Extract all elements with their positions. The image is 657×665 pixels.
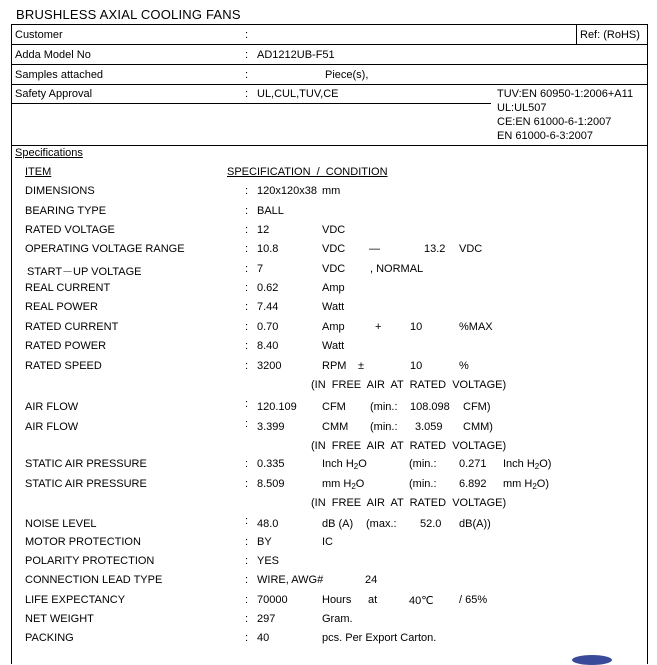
spec-item-label: LIFE EXPECTANCY — [25, 594, 126, 606]
page-title: BRUSHLESS AXIAL COOLING FANS — [16, 7, 241, 22]
spec-limit-label: (max.: — [366, 518, 397, 530]
spec-value: BY — [257, 536, 272, 548]
model-label: Adda Model No — [15, 49, 91, 61]
spec-unit — [503, 458, 551, 471]
spec-value: 10 — [410, 321, 423, 333]
safety-label: Safety Approval — [15, 88, 93, 100]
spec-colon: : — [245, 185, 249, 197]
spec-limit-label: (min.: — [370, 421, 398, 433]
samples-label: Samples attached — [15, 69, 104, 81]
spec-item-label: START－UP VOLTAGE — [27, 266, 142, 278]
spec-value: 10 — [410, 360, 423, 372]
spec-unit: RPM — [322, 360, 347, 372]
spec-value: 7 — [257, 263, 264, 275]
cert-line: CE:EN 61000-6-1:2007 — [497, 116, 612, 128]
spec-colon: : — [245, 478, 249, 490]
spec-unit — [503, 478, 549, 491]
spec-item-label: AIR FLOW — [25, 421, 79, 433]
spec-colon: : — [245, 555, 249, 567]
row-divider — [11, 103, 491, 104]
spec-item-label: RATED CURRENT — [25, 321, 119, 333]
cert-line: EN 61000-6-3:2007 — [497, 130, 594, 142]
spec-value: 12 — [257, 224, 270, 236]
spec-item-label: AIR FLOW — [25, 401, 79, 413]
spec-item-label: PACKING — [25, 632, 74, 644]
unit-text: mm H — [322, 478, 352, 490]
spec-unit: dB(A)) — [459, 518, 491, 530]
spec-unit: Amp — [322, 282, 345, 294]
unit-text: O) — [539, 458, 552, 470]
spec-value: BALL — [257, 205, 284, 217]
corner-mark — [572, 655, 612, 665]
spec-item-label: NOISE LEVEL — [25, 518, 97, 530]
samples-value: Piece(s), — [325, 69, 369, 81]
cert-line: UL:UL507 — [497, 102, 547, 114]
spec-unit: Watt — [322, 340, 345, 352]
spec-item-label: RATED SPEED — [25, 360, 102, 372]
spec-value: 40℃ — [409, 595, 434, 607]
spec-limit-label: (min.: — [409, 458, 437, 470]
spec-value: 8.40 — [257, 340, 279, 352]
spec-colon: : — [245, 360, 249, 372]
spec-colon: : — [245, 340, 249, 352]
spec-item-label: RATED POWER — [25, 340, 107, 352]
column-header-specification: SPECIFICATION / CONDITION — [227, 166, 388, 178]
spec-colon: : — [245, 515, 249, 527]
spec-item-label: STATIC AIR PRESSURE — [25, 478, 147, 490]
spec-item-label: OPERATING VOLTAGE RANGE — [25, 243, 185, 255]
spec-value: 297 — [257, 613, 276, 625]
spec-separator: — — [369, 243, 380, 255]
unit-text: Inch H — [322, 458, 354, 470]
unit-subscript: 2 — [532, 482, 537, 491]
spec-colon: : — [245, 574, 249, 586]
test-condition-note: (IN FREE AIR AT RATED VOLTAGE) — [311, 497, 507, 509]
spec-unit: VDC — [459, 243, 483, 255]
spec-colon: : — [245, 321, 249, 333]
row-divider — [11, 84, 648, 85]
spec-limit-label: at — [368, 594, 378, 606]
spec-unit: / 65% — [459, 594, 488, 606]
spec-colon: : — [245, 301, 249, 313]
test-condition-note: (IN FREE AIR AT RATED VOLTAGE) — [311, 379, 507, 391]
unit-text: mm H — [503, 478, 533, 490]
spec-colon: : — [245, 536, 249, 548]
spec-colon: : — [245, 398, 249, 410]
spec-item-label: POLARITY PROTECTION — [25, 555, 155, 567]
spec-extra: , NORMAL — [370, 263, 424, 275]
spec-unit: Amp — [322, 321, 345, 333]
spec-value: 48.0 — [257, 518, 279, 530]
spec-value: 0.62 — [257, 282, 279, 294]
spec-value: YES — [257, 555, 280, 567]
spec-value: 7.44 — [257, 301, 279, 313]
spec-unit: Gram. — [322, 613, 353, 625]
spec-unit: CMM) — [463, 421, 493, 433]
spec-value: WIRE, AWG# — [257, 574, 324, 586]
test-condition-note: (IN FREE AIR AT RATED VOLTAGE) — [311, 440, 507, 452]
ref-label: Ref: (RoHS) — [580, 29, 640, 41]
spec-colon: : — [245, 458, 249, 470]
spec-value: 6.892 — [459, 478, 487, 490]
spec-value: 0.335 — [257, 458, 285, 470]
unit-subscript: 2 — [351, 482, 356, 491]
safety-colon: : — [245, 88, 249, 100]
model-value: AD1212UB-F51 — [257, 49, 335, 61]
row-divider — [11, 64, 648, 65]
spec-value: 52.0 — [420, 518, 442, 530]
column-header-item: ITEM — [25, 166, 52, 178]
unit-text: O — [358, 458, 367, 470]
spec-unit: Hours — [322, 594, 352, 606]
spec-unit: dB (A) — [322, 518, 354, 530]
spec-unit: pcs. Per Export Carton. — [322, 632, 437, 644]
unit-subscript: 2 — [534, 462, 540, 471]
spec-item-label: CONNECTION LEAD TYPE — [25, 574, 163, 586]
cert-line: TUV:EN 60950-1:2006+A11 — [497, 88, 634, 100]
ref-divider — [576, 24, 577, 44]
spec-unit: VDC — [322, 243, 346, 255]
spec-value: 120.109 — [257, 401, 297, 413]
spec-limit-label: (min.: — [409, 478, 437, 490]
spec-item-label: MOTOR PROTECTION — [25, 536, 141, 548]
spec-separator: + — [375, 321, 382, 333]
spec-value: 3.399 — [257, 421, 285, 433]
spec-unit: % — [459, 360, 469, 372]
unit-text: Inch H — [503, 458, 535, 470]
spec-value: 108.098 — [410, 401, 450, 413]
spec-value: 0.70 — [257, 321, 279, 333]
spec-unit: CFM) — [463, 401, 491, 413]
unit-subscript: 2 — [353, 462, 359, 471]
samples-colon: : — [245, 69, 249, 81]
row-divider — [11, 44, 648, 45]
spec-colon: : — [245, 205, 249, 217]
spec-item-label: REAL POWER — [25, 301, 98, 313]
spec-value: 10.8 — [257, 243, 279, 255]
spec-unit: VDC — [322, 224, 346, 236]
unit-text: O — [355, 478, 365, 490]
spec-unit: %MAX — [459, 321, 493, 333]
spec-separator: ± — [358, 360, 365, 372]
spec-unit: IC — [322, 536, 333, 548]
spec-unit: CMM — [322, 421, 349, 433]
spec-item-label: DIMENSIONS — [25, 185, 95, 197]
customer-label: Customer — [15, 29, 63, 41]
spec-value: 13.2 — [424, 243, 446, 255]
safety-value: UL,CUL,TUV,CE — [257, 88, 339, 100]
spec-colon: : — [245, 224, 249, 236]
spec-value: 0.271 — [459, 458, 487, 470]
spec-colon: : — [245, 282, 249, 294]
spec-colon: : — [245, 418, 249, 430]
spec-value: 24 — [365, 574, 378, 586]
spec-value: 3.059 — [415, 421, 443, 433]
customer-colon: : — [245, 29, 249, 41]
spec-value: 3200 — [257, 360, 282, 372]
specifications-heading: Specifications — [15, 147, 83, 159]
spec-unit: Watt — [322, 301, 345, 313]
spec-colon: : — [245, 632, 249, 644]
spec-colon: : — [245, 263, 249, 275]
spec-colon: : — [245, 613, 249, 625]
spec-unit — [322, 478, 364, 491]
row-divider — [11, 145, 648, 146]
spec-value: 70000 — [257, 594, 288, 606]
spec-item-label: NET WEIGHT — [25, 613, 94, 625]
spec-colon: : — [245, 594, 249, 606]
spec-unit: mm — [322, 185, 341, 197]
spec-value: 40 — [257, 632, 270, 644]
unit-text: O) — [536, 478, 550, 490]
model-colon: : — [245, 49, 249, 61]
spec-unit — [322, 458, 367, 471]
spec-limit-label: (min.: — [370, 401, 398, 413]
spec-value: 120x120x38 — [257, 185, 317, 197]
spec-item-label: REAL CURRENT — [25, 282, 111, 294]
spec-value: 8.509 — [257, 478, 285, 490]
spec-unit: CFM — [322, 401, 346, 413]
spec-item-label: BEARING TYPE — [25, 205, 107, 217]
spec-colon: : — [245, 243, 249, 255]
spec-unit: VDC — [322, 263, 346, 275]
spec-item-label: RATED VOLTAGE — [25, 224, 115, 236]
spec-item-label: STATIC AIR PRESSURE — [25, 458, 147, 470]
